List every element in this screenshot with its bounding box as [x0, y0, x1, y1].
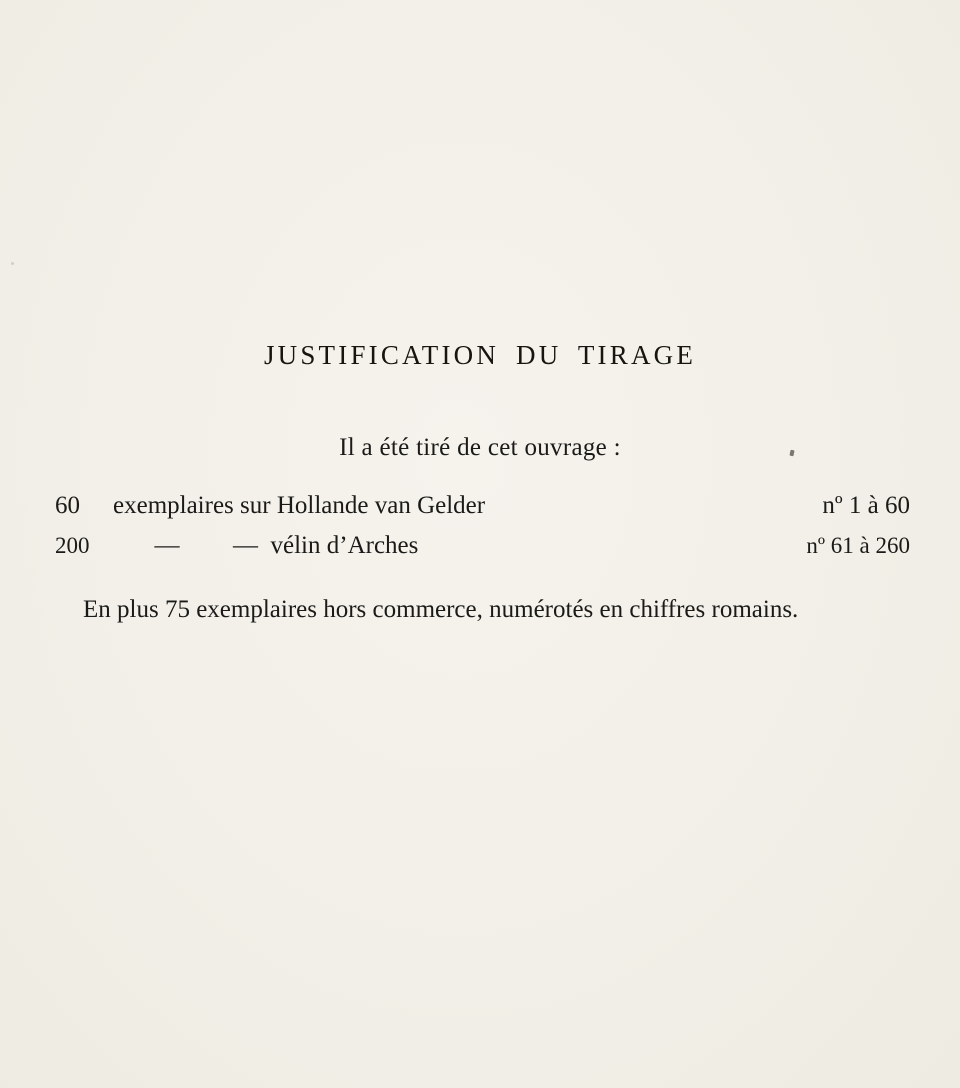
copies-numbering: nº 1 à 60 [822, 492, 910, 519]
ditto-dash-second: — [233, 532, 258, 559]
page-title: JUSTIFICATION DU TIRAGE [263, 340, 697, 370]
paper-speck [11, 262, 14, 265]
print-run-table [55, 492, 910, 572]
table-row [55, 532, 910, 572]
extra-copies-note: En plus 75 exemplaires hors commerce, numérotés en chiffres romains. [83, 596, 799, 623]
copies-description: exemplaires sur Hollande van Gelder [113, 492, 486, 519]
print-run-intro: Il a été tiré de cet ouvrage : [339, 434, 621, 461]
ditto-dash: — [154, 532, 180, 559]
copies-count: 200 [55, 533, 90, 558]
copies-count: 60 [55, 492, 80, 519]
table-row [55, 492, 910, 532]
copies-description-text: vélin d’Arches [270, 532, 419, 559]
copies-description [227, 532, 695, 572]
copies-numbering: nº 61 à 260 [806, 533, 910, 558]
